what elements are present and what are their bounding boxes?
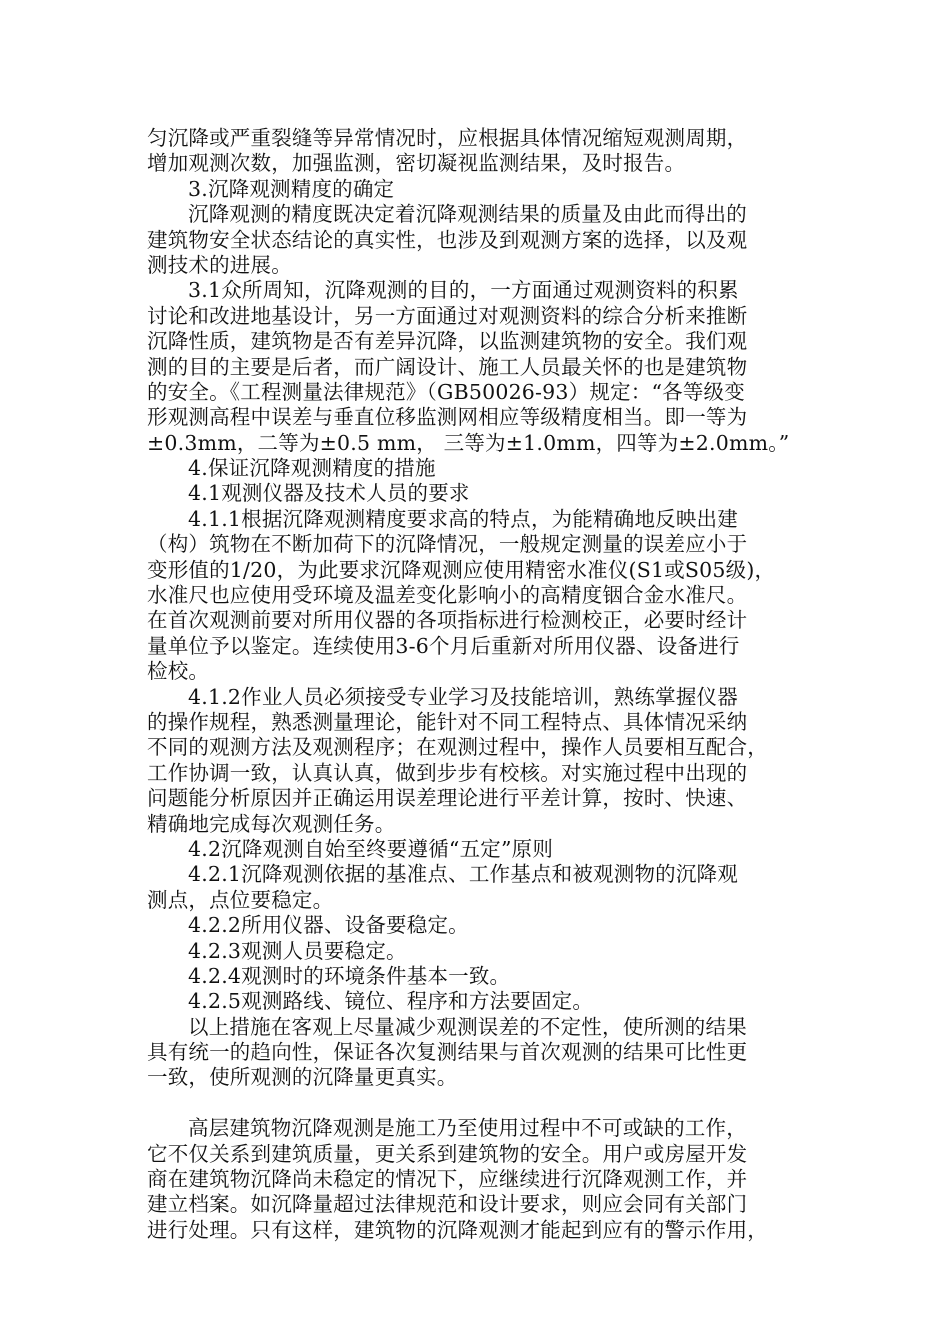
text-line: 测的目的主要是后者，而广阔设计、施工人员最关怀的也是建筑物 [147, 354, 748, 379]
text-line: 一致，使所观测的沉降量更真实。 [147, 1065, 458, 1090]
text-line: 以上措施在客观上尽量减少观测误差的不定性，使所测的结果 [188, 1014, 747, 1039]
text-line: （构）筑物在不断加荷下的沉降情况，一般规定测量的误差应小于 [147, 532, 748, 557]
text-line: 4.2.3观测人员要稳定。 [188, 938, 407, 963]
text-line: 问题能分析原因并正确运用误差理论进行平差计算，按时、快速、 [147, 786, 748, 811]
document-body [147, 126, 807, 1243]
text-line: 量单位予以鉴定。连续使用3-6个月后重新对所用仪器、设备进行 [147, 633, 740, 658]
text-line: 4.1.2作业人员必须接受专业学习及技能培训，熟练掌握仪器 [188, 684, 738, 709]
text-line: 4.2.2所用仪器、设备要稳定。 [188, 913, 469, 938]
text-line: 4.2.1沉降观测依据的基准点、工作基点和被观测物的沉降观 [188, 862, 738, 887]
text-line: 商在建筑物沉降尚未稳定的情况下，应继续进行沉降观测工作，并 [147, 1167, 748, 1192]
text-line: 检校。 [147, 659, 210, 684]
text-line: 4.1.1根据沉降观测精度要求高的特点，为能精确地反映出建 [188, 506, 738, 531]
text-line: 的安全。《工程测量法律规范》（GB50026-93）规定：“各等级变 [147, 379, 745, 404]
text-line: 测技术的进展。 [147, 252, 292, 277]
text-line: 它不仅关系到建筑质量，更关系到建筑物的安全。用户或房屋开发 [147, 1141, 748, 1166]
text-line: 变形值的1/20，为此要求沉降观测应使用精密水准仪(S1或S05级)， [147, 557, 776, 582]
text-line: 高层建筑物沉降观测是施工乃至使用过程中不可或缺的工作， [188, 1116, 747, 1141]
text-line: 测点，点位要稳定。 [147, 887, 334, 912]
text-line: 4.2.5观测路线、镜位、程序和方法要固定。 [188, 989, 594, 1014]
text-line: 沉降观测的精度既决定着沉降观测结果的质量及由此而得出的 [188, 202, 747, 227]
text-line: 的操作规程，熟悉测量理论，能针对不同工程特点、具体情况采纳 [147, 709, 748, 734]
text-line: 建立档案。如沉降量超过法律规范和设计要求，则应会同有关部门 [147, 1192, 748, 1217]
text-line: 3.沉降观测精度的确定 [188, 176, 395, 201]
text-line: 4.保证沉降观测精度的措施 [188, 456, 436, 481]
text-line: 具有统一的趋向性，保证各次复测结果与首次观测的结果可比性更 [147, 1040, 748, 1065]
text-line: 建筑物安全状态结论的真实性，也涉及到观测方案的选择，以及观 [147, 227, 748, 252]
text-line: 讨论和改进地基设计，另一方面通过对观测资料的综合分析来推断 [147, 303, 748, 328]
text-line: 匀沉降或严重裂缝等异常情况时，应根据具体情况缩短观测周期， [147, 126, 748, 150]
paragraph-gap [147, 1091, 807, 1116]
text-line: 精确地完成每次观测任务。 [147, 811, 396, 836]
text-line: ±0.3mm，二等为±0.5 mm， 三等为±1.0mm，四等为±2.0mm。” [147, 430, 790, 455]
text-line: 4.2.4观测时的环境条件基本一致。 [188, 963, 511, 988]
text-line: 3.1众所周知，沉降观测的目的，一方面通过观测资料的积累 [188, 278, 739, 303]
text-line: 进行处理。只有这样，建筑物的沉降观测才能起到应有的警示作用， [147, 1217, 768, 1242]
text-line: 不同的观测方法及观测程序；在观测过程中，操作人员要相互配合， [147, 735, 768, 760]
text-line: 增加观测次数，加强监测，密切凝视监测结果，及时报告。 [147, 151, 686, 176]
text-line: 工作协调一致，认真认真，做到步步有校核。对实施过程中出现的 [147, 760, 748, 785]
text-line: 形观测高程中误差与垂直位移监测网相应等级精度相当。即一等为 [147, 405, 748, 430]
text-line: 4.1观测仪器及技术人员的要求 [188, 481, 470, 506]
text-line: 水准尺也应使用受环境及温差变化影响小的高精度铟合金水准尺。 [147, 583, 748, 608]
text-line: 在首次观测前要对所用仪器的各项指标进行检测校正，必要时经计 [147, 608, 748, 633]
text-line: 4.2沉降观测自始至终要遵循“五定”原则 [188, 836, 554, 861]
text-line: 沉降性质，建筑物是否有差异沉降，以监测建筑物的安全。我们观 [147, 329, 748, 354]
